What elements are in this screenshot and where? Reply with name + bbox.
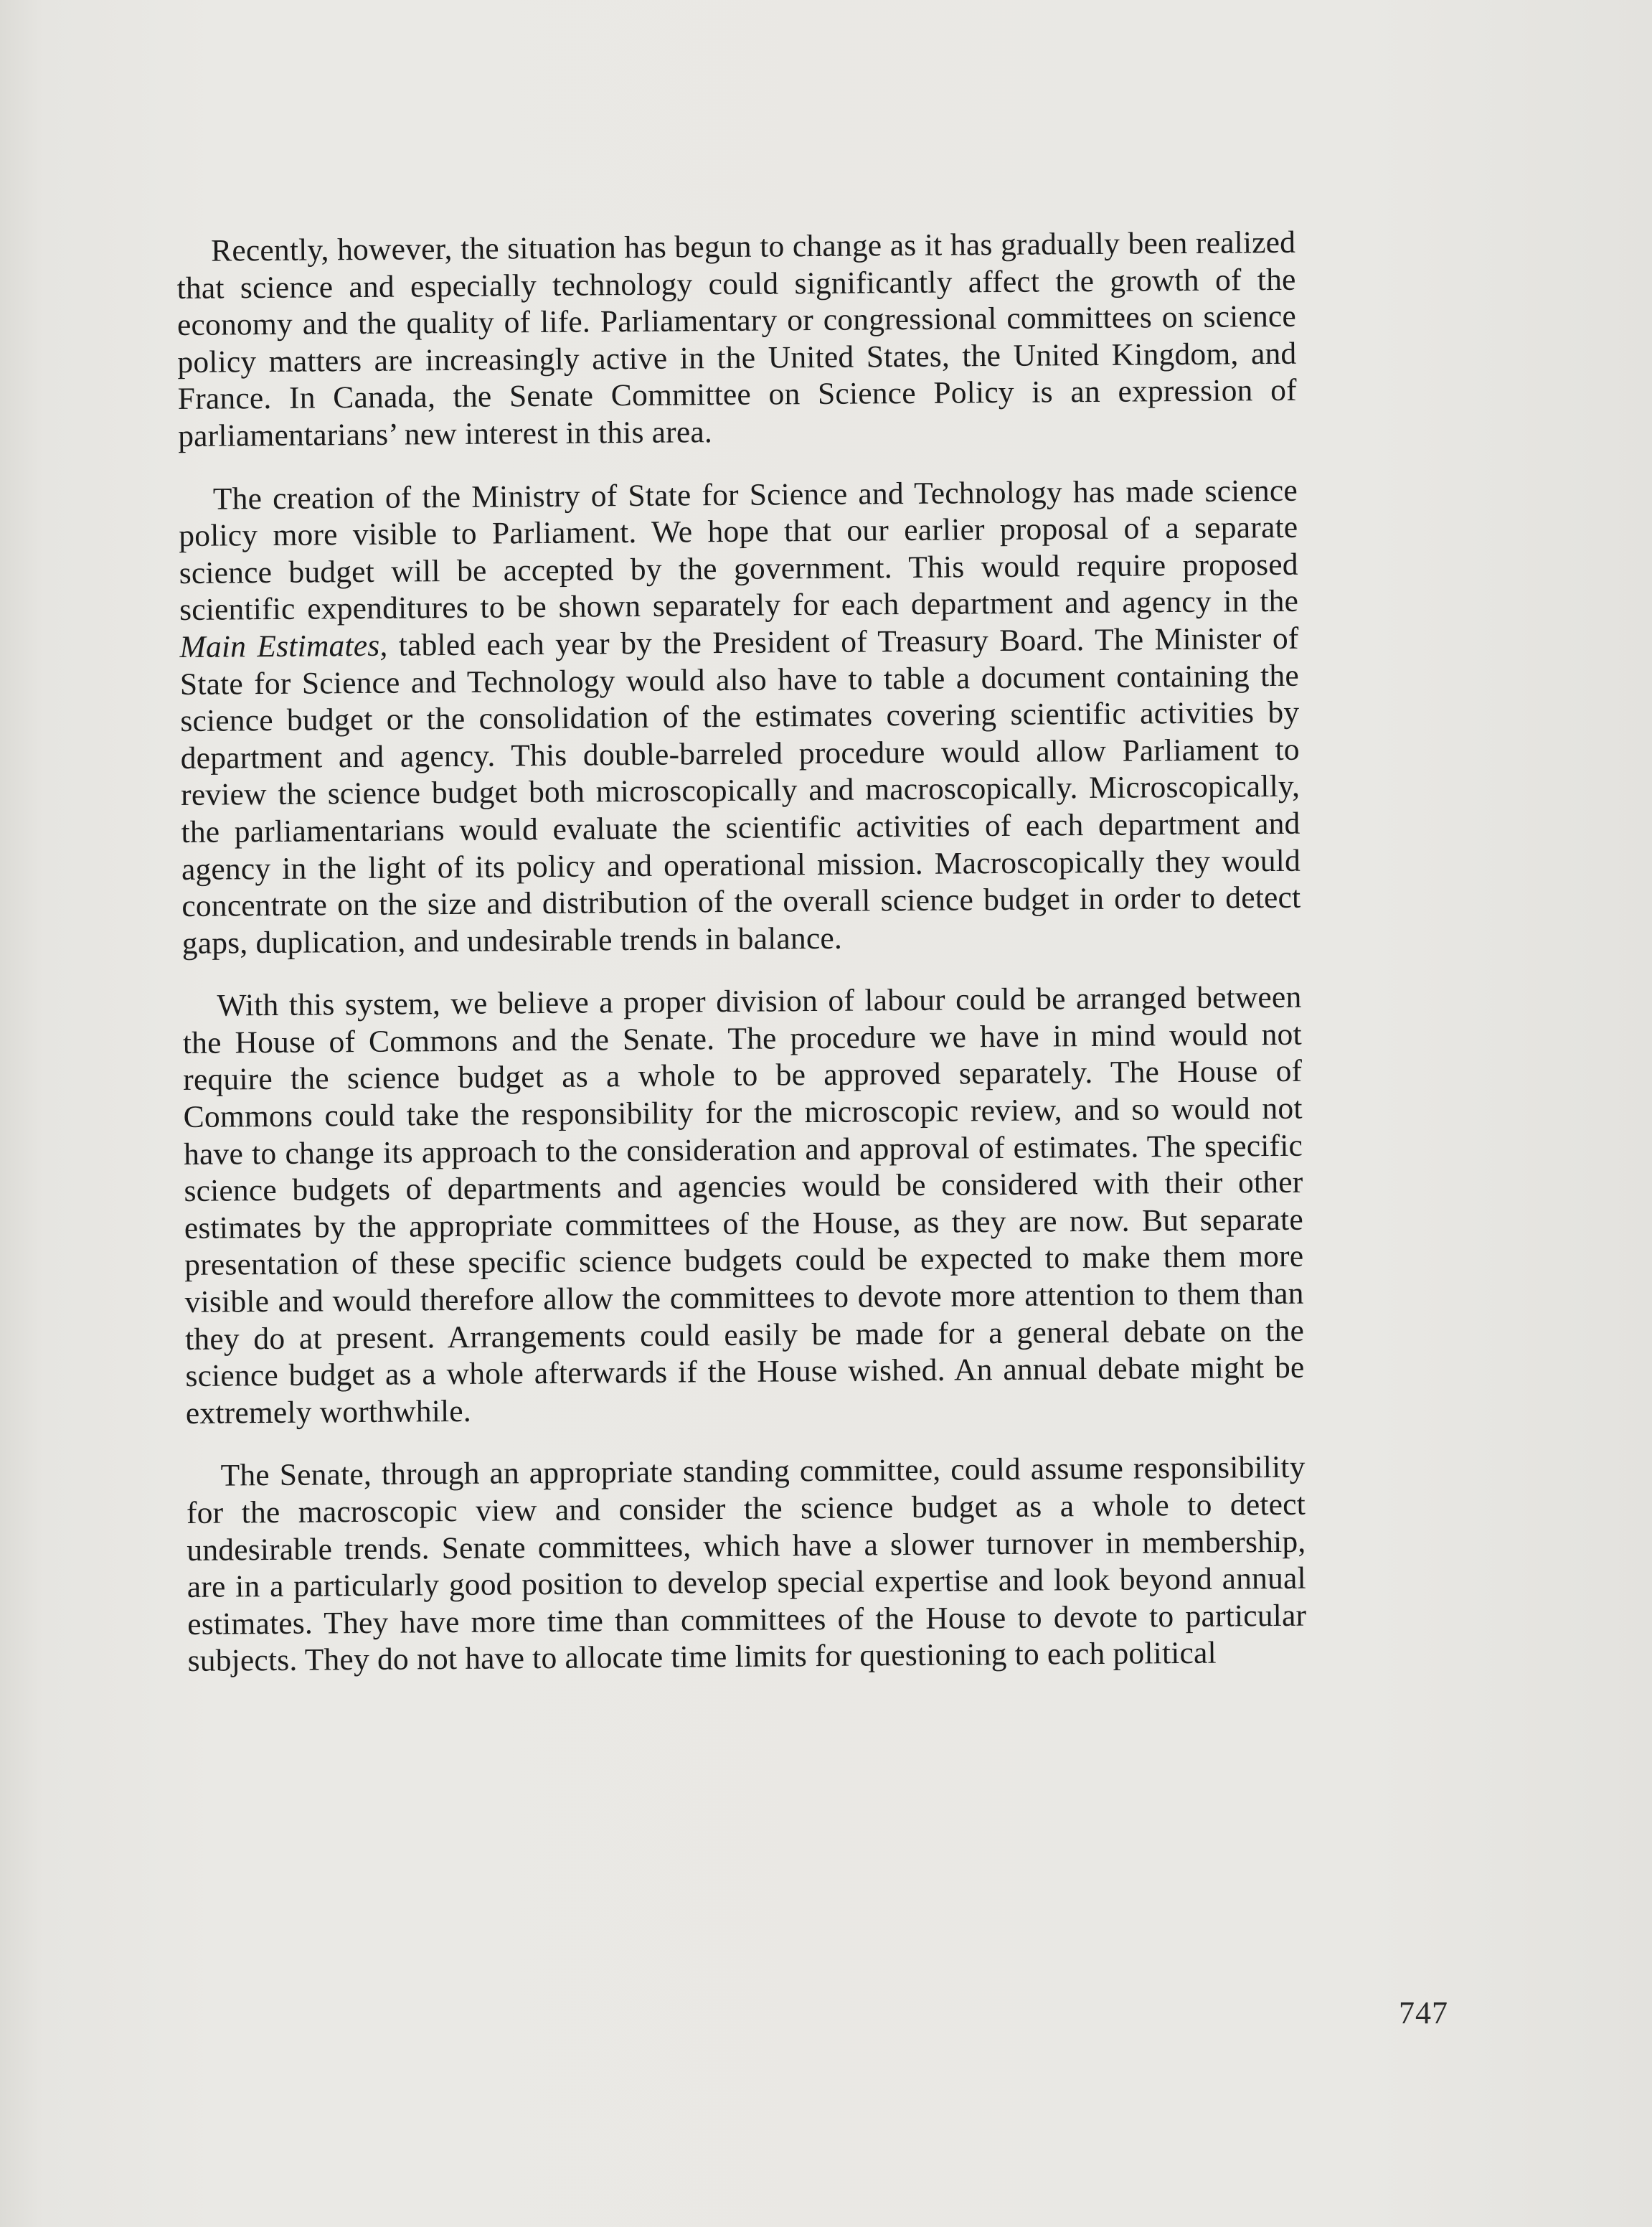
paragraph-4-text: The Senate, through an appropriate standing committee, could assume responsibility for the macroscopic view and consider the science budget as a whole to detect undesirable trends. Senate committees, which have a slower turnover in membership, are in a particularly good position to develop special expertise and look beyond annual estimates. They have more time than committees of the House to devote to particular subjects. They do not have to allocate time limits for questioning to each political [186,1450,1307,1679]
paragraph-2-text-after: tabled each year by the President of Treasury Board. The Minister of State for Science and Technology would also have to table a document containing the science budget or the consolidation of the estimates covering scientific activities by department and agency. This double-barreled procedure would allow Parliament to review the science budget both microscopically and macroscopically. Microscopically, the parliamentarians would evaluate the scientific activities of each department and agency in the light of its policy and operational mission. Macroscopically they would concentrate on the size and distribution of the overall science budget in order to detect gaps, duplication, and undesirable trends in balance. [179,621,1301,961]
page-number: 747 [1399,1995,1448,2030]
paragraph-2-text-before: The creation of the Ministry of State for Science and Technology has made science policy more visible to Parliament. We hope that our earlier proposal of a separate science budget will be accepted by the government. This would require proposed scientific expenditures to be shown separately for each department and agency in the [179,473,1299,628]
paragraph-2 [179,472,1301,962]
main-estimates-emphasis: Main Estimates, [179,628,388,664]
paragraph-4 [186,1449,1306,1680]
paragraph-3 [182,979,1305,1432]
paragraph-3-text: With this system, we believe a proper division of labour could be arranged between the House of Commons and the Senate. The procedure we have in mind would not require the science budget as a whole to be approved separately. The House of Commons could take the responsibility for the microscopic review, and so would not have to change its approach to the consideration and approval of estimates. The specific science budgets of departments and agencies would be considered with their other estimates by the appropriate committees of the House, as they are now. But separate presentation of these specific science budgets could be expected to make them more visible and would therefore allow the committees to devote more attention to them than they do at present. Arrangements could easily be made for a general debate on the science budget as a whole afterwards if the House wished. An annual debate might be extremely worthwhile. [182,979,1305,1431]
paragraph-1-text: Recently, however, the situation has begun to change as it has gradually been realized that science and especially technology could significantly affect the growth of the economy and the quality of life. Parliamentary or congressional committees on science policy matters are increasingly active in the United States, the United Kingdom, and France. In Canada, the Senate Committee on Science Policy is an expression of parliamentarians’ new interest in this area. [176,225,1297,453]
paragraph-1 [176,225,1297,456]
body-text [176,225,1307,1706]
